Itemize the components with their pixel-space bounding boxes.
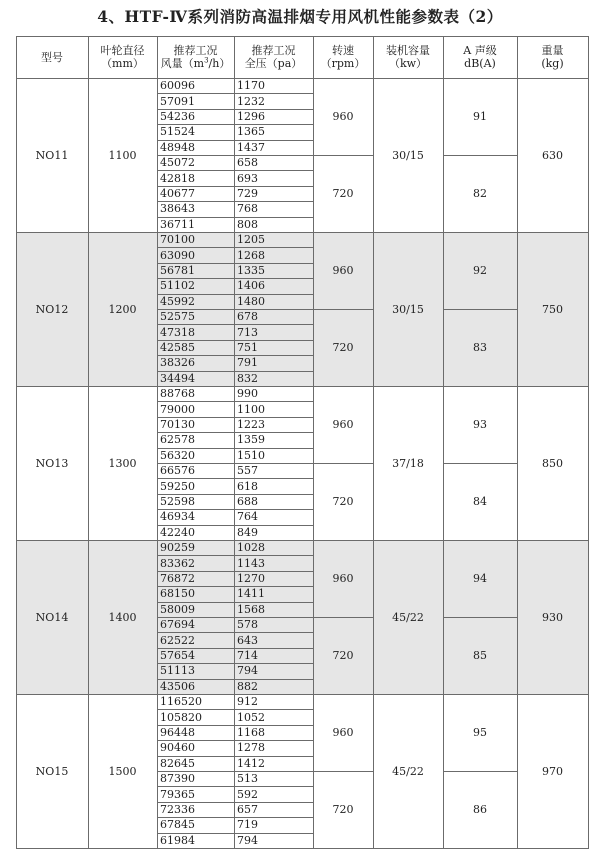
row-border [157,217,313,218]
pressure-cell: 578 [237,618,258,632]
noise-split-border [443,155,517,156]
pressure-cell: 1437 [237,140,265,154]
row-border [157,124,313,125]
speed-cell: 720 [332,649,354,662]
column-border [517,36,518,849]
pressure-cell: 693 [237,171,258,185]
model-cell: NO13 [35,456,69,470]
noise-cell: 91 [473,110,487,123]
pressure-cell: 1359 [237,433,265,447]
airflow-cell: 68150 [160,587,195,601]
airflow-cell: 51102 [160,279,195,293]
pressure-cell: 808 [237,217,258,231]
noise-split-border [443,309,517,310]
airflow-cell: 76872 [160,571,195,585]
noise-cell: 94 [473,572,487,585]
row-border [157,371,313,372]
speed-cell: 720 [332,495,354,508]
noise-cell: 86 [473,803,487,816]
pressure-cell: 714 [237,648,258,662]
speed-split-border [313,155,373,156]
airflow-cell: 96448 [160,725,195,739]
airflow-cell: 40677 [160,186,195,200]
pressure-cell: 1052 [237,710,265,724]
speed-split-border [313,309,373,310]
weight-cell: 970 [542,764,563,778]
pressure-cell: 1411 [237,587,265,601]
speed-cell: 960 [332,110,354,123]
airflow-cell: 52598 [160,494,195,508]
pressure-cell: 678 [237,310,258,324]
header-impeller-diameter-line: （mm） [101,57,144,70]
pressure-cell: 513 [237,772,258,786]
header-impeller-diameter-line: 叶轮直径 [100,44,145,57]
pressure-cell: 643 [237,633,258,647]
noise-cell: 82 [473,187,487,200]
row-border [157,663,313,664]
airflow-cell: 70100 [160,233,195,247]
airflow-cell: 59250 [160,479,195,493]
power-cell: 45/22 [392,610,424,624]
header-model-line: 型号 [41,50,63,64]
impeller-cell: 1200 [108,302,137,316]
weight-cell: 630 [542,148,563,162]
header-pressure [234,36,313,78]
column-border [157,36,158,849]
speed-cell: 960 [332,264,354,277]
row-border [157,478,313,479]
header-speed [313,36,373,78]
airflow-cell: 57654 [160,648,195,662]
impeller-cell: 1500 [108,764,137,778]
pressure-cell: 1268 [237,248,265,262]
airflow-cell: 38643 [160,202,195,216]
noise-cell: 84 [473,495,487,508]
row-border [157,278,313,279]
model-cell: NO15 [35,764,69,778]
row-border [157,401,313,402]
pressure-cell: 1568 [237,602,265,616]
pressure-cell: 1168 [237,725,265,739]
header-noise [443,36,517,78]
row-border [157,247,313,248]
pressure-cell: 882 [237,679,258,693]
power-cell: 30/15 [392,302,424,316]
airflow-cell: 79365 [160,787,195,801]
pressure-cell: 1223 [237,417,265,431]
airflow-cell: 67694 [160,618,195,632]
group-border [16,540,589,541]
pressure-cell: 912 [237,695,258,709]
pressure-cell: 794 [237,664,258,678]
airflow-cell: 63090 [160,248,195,262]
pressure-cell: 1170 [237,79,265,93]
airflow-cell: 51524 [160,125,195,139]
airflow-cell: 72336 [160,802,195,816]
row-border [157,263,313,264]
group-border [16,232,589,233]
row-border [157,201,313,202]
model-cell: NO12 [35,302,69,316]
row-border [157,632,313,633]
row-border [157,617,313,618]
pressure-cell: 713 [237,325,258,339]
pressure-cell: 592 [237,787,258,801]
airflow-cell: 42818 [160,171,195,185]
row-border [157,756,313,757]
weight-cell: 750 [542,302,563,316]
model-cell: NO14 [35,610,69,624]
pressure-cell: 729 [237,186,258,200]
pressure-cell: 1028 [237,541,265,555]
row-border [157,679,313,680]
row-border [157,571,313,572]
pressure-cell: 719 [237,818,258,832]
noise-split-border [443,617,517,618]
header-noise-line: dB(A) [464,57,496,70]
header-speed-line: （rpm） [320,57,366,70]
airflow-cell: 47318 [160,325,195,339]
airflow-cell: 87390 [160,772,195,786]
pressure-cell: 1412 [237,756,265,770]
column-border [234,36,235,849]
row-border [157,555,313,556]
header-weight-line: (kg) [541,57,564,70]
speed-split-border [313,771,373,772]
airflow-cell: 83362 [160,556,195,570]
pressure-cell: 1100 [237,402,265,416]
row-border [157,309,313,310]
row-border [157,509,313,510]
header-airflow-line: 风量$(m^3/h)$ [160,56,231,70]
header-weight [517,36,588,78]
row-border [157,494,313,495]
row-border [157,709,313,710]
column-border [16,36,17,849]
power-cell: 37/18 [392,456,424,470]
airflow-cell: 48948 [160,140,195,154]
group-border [16,386,589,387]
noise-split-border [443,463,517,464]
airflow-cell: 62578 [160,433,195,447]
pressure-cell: 764 [237,510,258,524]
row-border [157,833,313,834]
airflow-cell: 56781 [160,263,195,277]
speed-split-border [313,463,373,464]
speed-cell: 960 [332,418,354,431]
row-border [157,324,313,325]
pressure-cell: 768 [237,202,258,216]
row-border [157,294,313,295]
pressure-cell: 618 [237,479,258,493]
header-power-line: 装机容量 [386,44,430,57]
model-cell: NO11 [35,148,69,162]
weight-cell: 930 [542,610,563,624]
power-cell: 30/15 [392,148,424,162]
column-border [443,36,444,849]
airflow-cell: 45072 [160,156,195,170]
pressure-cell: 1278 [237,741,265,755]
column-border [88,36,89,849]
airflow-cell: 51113 [160,664,195,678]
column-border [373,36,374,849]
pressure-cell: 1335 [237,263,265,277]
airflow-cell: 66576 [160,464,195,478]
airflow-cell: 34494 [160,371,195,385]
header-model [16,36,88,78]
header-noise-line: A 声级 [463,44,497,57]
row-border [157,93,313,94]
airflow-cell: 116520 [160,695,202,709]
impeller-cell: 1100 [108,148,137,162]
airflow-cell: 42585 [160,340,195,354]
airflow-cell: 43506 [160,679,195,693]
airflow-cell: 82645 [160,756,195,770]
row-border [157,355,313,356]
speed-cell: 720 [332,803,354,816]
weight-cell: 850 [542,456,563,470]
table-top-border [16,36,589,37]
header-border [16,78,589,79]
impeller-cell: 1400 [108,610,137,624]
row-border [157,140,313,141]
airflow-cell: 52575 [160,310,195,324]
row-border [157,771,313,772]
row-border [157,802,313,803]
header-pressure-line: 全压（pa） [244,57,303,70]
row-border [157,432,313,433]
airflow-cell: 88768 [160,387,195,401]
row-border [157,448,313,449]
airflow-cell: 38326 [160,356,195,370]
pressure-cell: 688 [237,494,258,508]
pressure-cell: 1143 [237,556,265,570]
row-border [157,817,313,818]
group-border [16,694,589,695]
noise-cell: 85 [473,649,487,662]
pressure-cell: 1480 [237,294,265,308]
noise-cell: 93 [473,418,487,431]
airflow-cell: 90259 [160,541,195,555]
pressure-cell: 1205 [237,233,265,247]
header-impeller-diameter [88,36,157,78]
row-border [157,170,313,171]
speed-cell: 720 [332,341,354,354]
speed-cell: 960 [332,572,354,585]
page-title: 4、HTF-Ⅳ系列消防高温排烟专用风机性能参数表（2） [97,7,503,26]
airflow-cell: 61984 [160,833,195,847]
pressure-cell: 1406 [237,279,265,293]
airflow-cell: 58009 [160,602,195,616]
pressure-cell: 1232 [237,94,265,108]
airflow-cell: 45992 [160,294,195,308]
impeller-cell: 1300 [108,456,137,470]
speed-split-border [313,617,373,618]
pressure-cell: 849 [237,525,258,539]
row-border [157,109,313,110]
pressure-cell: 1365 [237,125,265,139]
airflow-cell: 54236 [160,109,195,123]
pressure-cell: 794 [237,833,258,847]
row-border [157,725,313,726]
header-airflow [157,36,234,78]
airflow-cell: 42240 [160,525,195,539]
row-border [157,463,313,464]
row-border [157,740,313,741]
speed-cell: 720 [332,187,354,200]
power-cell: 45/22 [392,764,424,778]
airflow-cell: 46934 [160,510,195,524]
column-border [588,36,589,849]
row-border [157,155,313,156]
row-border [157,586,313,587]
pressure-cell: 557 [237,464,258,478]
pressure-cell: 832 [237,371,258,385]
airflow-cell: 57091 [160,94,195,108]
pressure-cell: 1270 [237,571,265,585]
airflow-cell: 36711 [160,217,195,231]
airflow-cell: 90460 [160,741,195,755]
pressure-cell: 791 [237,356,258,370]
row-border [157,648,313,649]
header-power-line: （kw） [388,57,428,70]
row-border [157,602,313,603]
header-pressure-line: 推荐工况 [251,44,296,57]
airflow-cell: 70130 [160,417,195,431]
header-power [373,36,443,78]
header-speed-line: 转速 [332,44,354,57]
speed-cell: 960 [332,726,354,739]
row-border [157,786,313,787]
airflow-cell: 56320 [160,448,195,462]
header-weight-line: 重量 [541,44,564,57]
pressure-cell: 658 [237,156,258,170]
pressure-cell: 751 [237,340,258,354]
column-border [313,36,314,849]
pressure-cell: 657 [237,802,258,816]
noise-split-border [443,771,517,772]
pressure-cell: 990 [237,387,258,401]
airflow-cell: 67845 [160,818,195,832]
group-border [16,848,589,849]
superscript: 3 [204,56,209,65]
row-border [157,525,313,526]
airflow-cell: 79000 [160,402,195,416]
row-border [157,340,313,341]
header-airflow-line: 推荐工况 [173,44,218,57]
airflow-cell: 105820 [160,710,202,724]
pressure-cell: 1510 [237,448,265,462]
noise-cell: 83 [473,341,487,354]
noise-cell: 92 [473,264,487,277]
row-border [157,186,313,187]
airflow-cell: 62522 [160,633,195,647]
noise-cell: 95 [473,726,487,739]
airflow-cell: 60096 [160,79,195,93]
row-border [157,417,313,418]
pressure-cell: 1296 [237,109,265,123]
